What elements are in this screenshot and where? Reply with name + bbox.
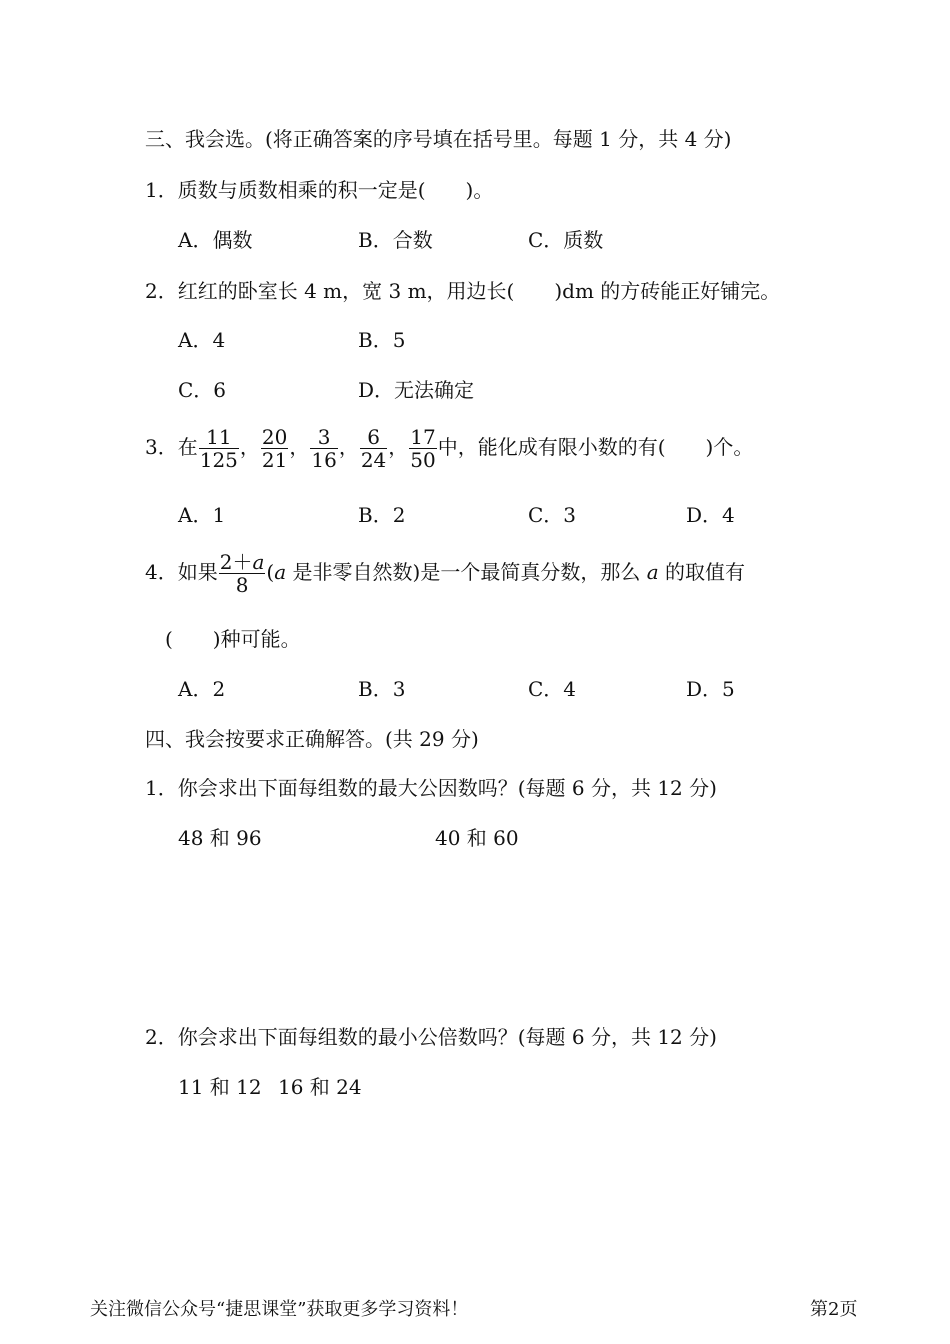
fraction — [310, 426, 337, 471]
q4-option-b: B．3 — [358, 677, 406, 701]
fraction-denominator: 8 — [235, 573, 249, 597]
fraction-denominator: 21 — [261, 448, 288, 472]
fraction-numerator — [219, 551, 266, 574]
q3-option-c: C．3 — [528, 503, 577, 527]
s4-question-1-stem: 1．你会求出下面每组数的最大公因数吗？(每题 6 分，共 12 分) — [145, 776, 717, 800]
fraction-numerator: 17 — [410, 425, 436, 449]
fraction-numerator: 3 — [310, 426, 337, 449]
question-3-stem — [145, 426, 753, 471]
fraction-numerator-constant: 2＋ — [219, 550, 253, 574]
separator: ， — [388, 435, 409, 459]
q3-suffix: 中，能化成有限小数的有( )个。 — [437, 435, 754, 459]
fraction — [219, 551, 266, 596]
page-number: 第2页 — [810, 1299, 858, 1320]
question-4-stem — [145, 551, 745, 596]
q4-paren-open: ( — [266, 560, 275, 584]
q3-option-b: B．2 — [358, 503, 406, 527]
q3-option-d: D．4 — [686, 503, 735, 527]
s4-q2-item: 16 和 24 — [278, 1075, 362, 1099]
fraction-denominator: 24 — [360, 448, 387, 472]
variable-a: a — [252, 550, 265, 574]
fraction — [199, 426, 239, 471]
q2-option-c: C．6 — [178, 378, 227, 402]
fraction-numerator: 20 — [261, 425, 288, 449]
q2-option-b: B．5 — [358, 328, 406, 352]
separator: ， — [239, 435, 260, 459]
fraction-denominator: 125 — [199, 448, 238, 472]
q2-option-a: A．4 — [178, 328, 226, 352]
q4-option-d: D．5 — [686, 677, 735, 701]
s4-q1-item: 48 和 96 — [178, 826, 262, 850]
section-3-title: 三、我会选。(将正确答案的序号填在括号里。每题 1 分，共 4 分) — [145, 127, 732, 151]
s4-question-2-stem: 2．你会求出下面每组数的最小公倍数吗？(每题 6 分，共 12 分) — [145, 1025, 717, 1049]
s4-q2-item: 11 和 12 — [178, 1075, 262, 1099]
q4-option-c: C．4 — [528, 677, 577, 701]
q4-tail: 的取值有 — [658, 560, 745, 584]
variable-a: a — [646, 560, 659, 584]
fraction-denominator: 50 — [410, 448, 436, 472]
separator: ， — [338, 435, 359, 459]
question-1-stem: 1．质数与质数相乘的积一定是( )。 — [145, 178, 494, 202]
fraction-numerator: 11 — [199, 426, 239, 449]
variable-a: a — [274, 560, 287, 584]
fraction-numerator: 6 — [360, 426, 387, 449]
s4-q1-item: 40 和 60 — [435, 826, 519, 850]
question-2-stem: 2．红红的卧室长 4 m，宽 3 m，用边长( )dm 的方砖能正好铺完。 — [145, 279, 781, 303]
fraction — [409, 426, 436, 471]
fraction — [261, 426, 288, 471]
question-4-continuation: ( )种可能。 — [165, 627, 301, 651]
fraction — [360, 426, 387, 471]
q1-option-c: C．质数 — [528, 228, 604, 252]
q2-option-d: D．无法确定 — [358, 378, 475, 402]
q4-option-a: A．2 — [178, 677, 226, 701]
separator: ， — [289, 435, 310, 459]
fraction-denominator: 16 — [311, 448, 337, 472]
q3-prefix: 3．在 — [145, 435, 198, 459]
q1-option-b: B．合数 — [358, 228, 433, 252]
footer-promo: 关注微信公众号“捷思课堂”获取更多学习资料！ — [90, 1299, 469, 1320]
q1-option-a: A．偶数 — [178, 228, 253, 252]
q3-option-a: A．1 — [178, 503, 226, 527]
section-4-title: 四、我会按要求正确解答。(共 29 分) — [145, 727, 479, 751]
q4-prefix: 4．如果 — [145, 560, 218, 584]
q4-middle: 是非零自然数)是一个最简真分数，那么 — [286, 560, 647, 584]
